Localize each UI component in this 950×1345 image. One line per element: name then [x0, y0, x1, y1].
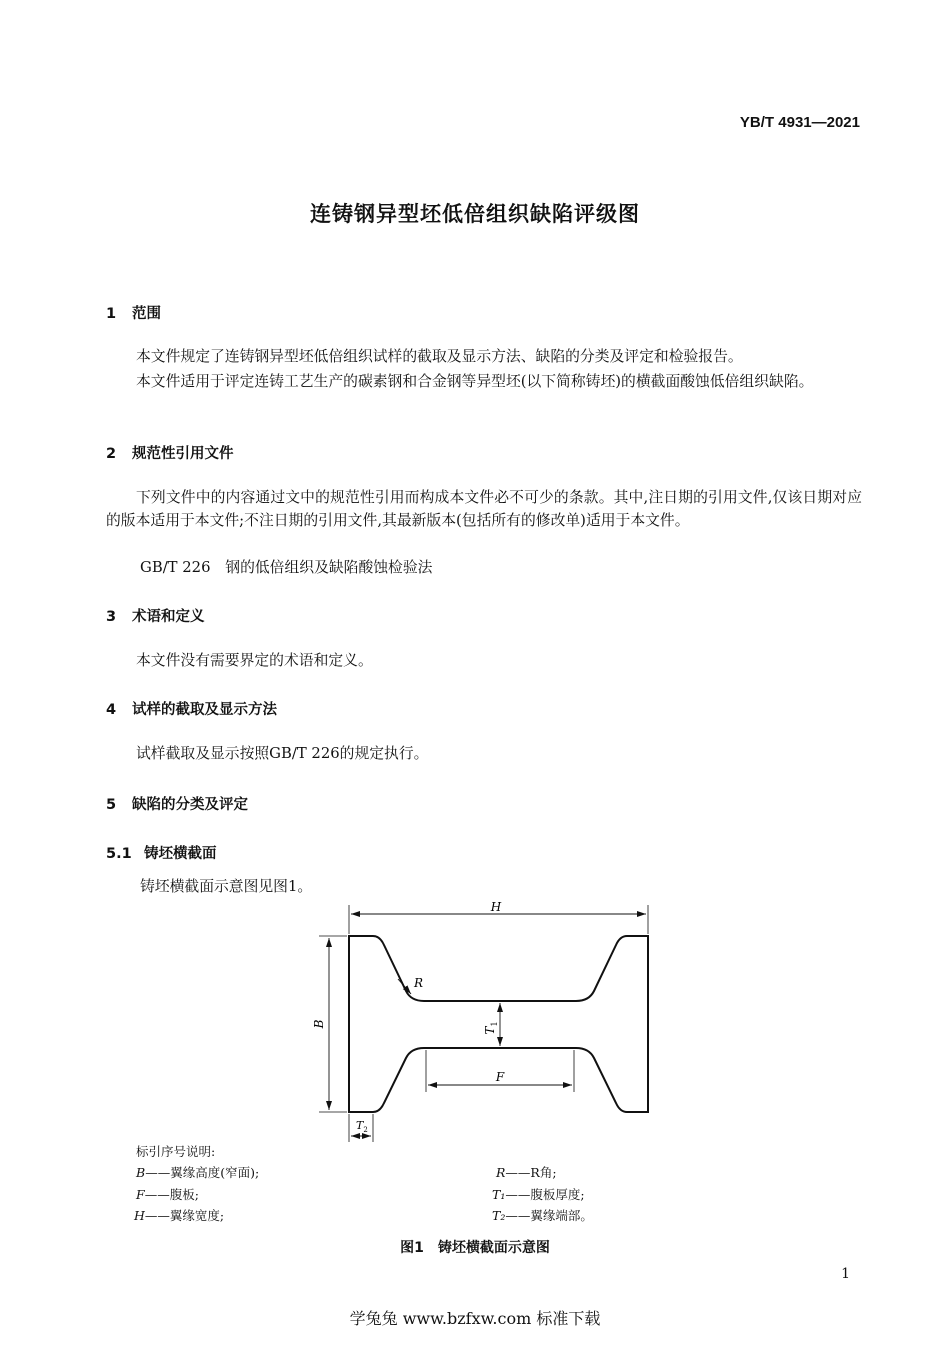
section-4-heading — [106, 698, 277, 719]
document-title: 连铸钢异型坯低倍组织缺陷评级图 — [310, 202, 640, 226]
section-title: 术语和定义 — [132, 609, 205, 625]
section-4-para-1: 试样截取及显示按照GB/T 226的规定执行。 — [136, 745, 429, 762]
section-2-heading — [106, 442, 234, 463]
legend-symbol: T₁ — [492, 1187, 506, 1202]
standard-number: YB/T 4931—2021 — [739, 114, 860, 131]
section-number: 5 — [106, 797, 117, 813]
section-5-heading — [106, 793, 248, 814]
section-title: 范围 — [132, 306, 161, 322]
section-number: 5.1 — [106, 846, 132, 862]
section-title: 规范性引用文件 — [132, 446, 234, 462]
section-number: 4 — [106, 702, 117, 718]
legend-symbol: B — [136, 1165, 146, 1180]
paragraph-text: 本文件适用于评定连铸工艺生产的碳素钢和合金钢等异型坯(以下简称铸坯)的横截面酸蚀低倍组织缺陷。 — [136, 373, 814, 390]
paragraph-text: 下列文件中的内容通过文中的规范性引用而构成本文件必不可少的条款。其中,注日期的引用文件,仅该日期对应的版本适用于本文件;不注日期的引用文件,其最新版本(包括所有的修改单)适用于本文件。 — [106, 489, 862, 529]
legend-item-R — [496, 1163, 557, 1181]
label-T1: $T_1$ — [483, 1021, 499, 1035]
legend-item-F — [136, 1185, 199, 1203]
legend-text: ——腹板厚度; — [505, 1187, 585, 1202]
section-5-1-para-1: 铸坯横截面示意图见图1。 — [140, 878, 313, 895]
section-number: 2 — [106, 446, 117, 462]
legend-symbol: T₂ — [492, 1208, 506, 1223]
legend-item-B — [136, 1163, 259, 1181]
section-3-heading — [106, 605, 205, 626]
section-3-para-1: 本文件没有需要界定的术语和定义。 — [136, 652, 373, 669]
legend-symbol: H — [134, 1208, 145, 1223]
footer-watermark: 学兔兔 www.bzfxw.com 标准下载 — [349, 1309, 601, 1328]
label-R: R — [414, 976, 424, 990]
section-1-heading — [106, 302, 161, 323]
normative-reference: GB/T 226 钢的低倍组织及缺陷酸蚀检验法 — [140, 559, 433, 576]
label-F: F — [495, 1070, 505, 1084]
page-number: 1 — [841, 1266, 850, 1282]
legend-item-T2 — [492, 1206, 593, 1224]
legend-text: ——翼缘端部。 — [505, 1208, 593, 1223]
section-number: 1 — [106, 306, 117, 322]
section-title: 缺陷的分类及评定 — [132, 797, 248, 813]
label-B: B — [312, 1019, 326, 1029]
legend-item-H — [134, 1206, 224, 1224]
section-5-1-heading — [106, 842, 217, 863]
label-H: H — [490, 900, 502, 914]
legend-text: ——腹板; — [144, 1187, 199, 1202]
section-2-para-1 — [106, 486, 862, 532]
section-1-para-2 — [106, 370, 862, 393]
legend-text: ——翼缘宽度; — [144, 1208, 225, 1223]
legend-text: ——R角; — [505, 1165, 557, 1180]
section-1-para-1 — [106, 345, 862, 368]
legend-title: 标引序号说明: — [136, 1144, 216, 1159]
section-number: 3 — [106, 609, 117, 625]
section-title: 铸坯横截面 — [144, 846, 217, 862]
legend-symbol: R — [496, 1165, 506, 1180]
label-T2: $T_2$ — [356, 1119, 368, 1134]
figure-caption: 图1 铸坯横截面示意图 — [400, 1240, 550, 1256]
cross-section-diagram — [300, 898, 670, 1148]
paragraph-text: 本文件规定了连铸钢异型坯低倍组织试样的截取及显示方法、缺陷的分类及评定和检验报告。 — [136, 348, 743, 365]
legend-item-T1 — [492, 1185, 585, 1203]
legend-text: ——翼缘高度(窄面); — [145, 1165, 260, 1180]
section-title: 试样的截取及显示方法 — [132, 702, 277, 718]
legend-symbol: F — [136, 1187, 145, 1202]
